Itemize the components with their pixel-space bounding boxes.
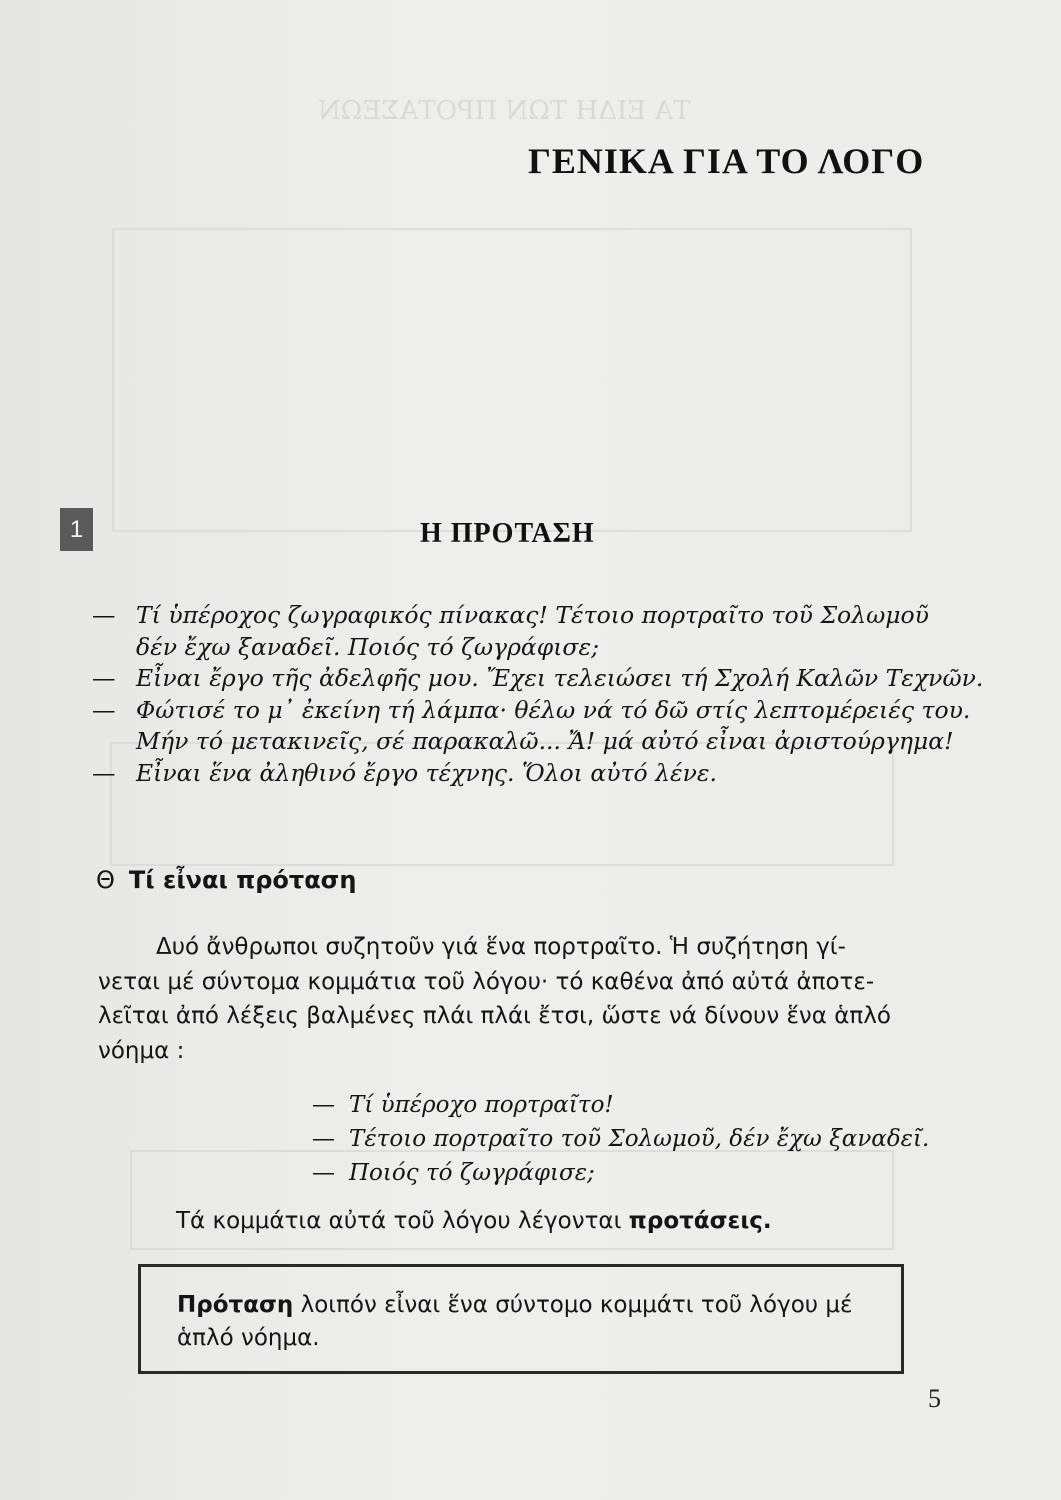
paragraph-line: νεται μέ σύντομα κομμάτια τοῦ λόγου· τό καθένα ἀπό αὐτά ἀποτε- [98, 968, 875, 995]
dialogue-line: — Φώτισέ το μ᾽ ἐκείνη τή λάμπα· θέλω νά τό δῶ στίς λεπτομέρειές του. [92, 695, 971, 724]
dialogue-line: — Τί ὑπέροχος ζωγραφικός πίνακας! Τέτοιο πορτραῖτο τοῦ Σολωμοῦ [92, 601, 929, 629]
summary-sentence: Τά κομμάτια αὐτά τοῦ λόγου λέγονται προτάσεις. [176, 1208, 772, 1234]
paragraph-line: Δυό ἄνθρωποι συζητοῦν γιά ἕνα πορτραῖτο. Ἡ συζήτηση γί- [156, 934, 846, 960]
definition-box: Πρόταση λοιπόν εἶναι ἕνα σύντομο κομμάτι τοῦ λόγου μέ ἁπλό νόημα. [138, 1264, 904, 1374]
theta-symbol-icon: Θ [96, 866, 115, 894]
section-number-badge: 1 [60, 508, 93, 551]
chapter-title: ΓΕΝΙΚΑ ΓΙΑ ΤΟ ΛΟΓΟ [528, 141, 925, 181]
dialogue-line: — Εἶναι ἔργο τῆς ἀδελφῆς μου. Ἔχει τελειώσει τή Σχολή Καλῶν Τεχνῶν. [92, 664, 984, 692]
dialogue-line: Μήν τό μετακινεῖς, σέ παρακαλῶ... Ἄ! μά αὐτό εἶναι ἀριστούργημα! [136, 727, 954, 755]
bleed-through-box [112, 228, 912, 532]
dialogue-line: δέν ἔχω ξαναδεῖ. Ποιός τό ζωγράφισε; [136, 632, 600, 661]
section-title: Η ΠΡΟΤΑΣΗ [420, 518, 595, 549]
body-paragraph [98, 930, 946, 1068]
paragraph-line: λεῖται ἀπό λέξεις βαλμένες πλάι πλάι ἔτσι, ὥστε νά δίνουν ἕνα ἁπλό [98, 1003, 891, 1029]
paragraph-line: νόημα : [98, 1037, 185, 1064]
dialogue-block [92, 600, 984, 789]
dialogue-line: — Εἶναι ἕνα ἀληθινό ἔργο τέχνης. Ὅλοι αὐτό λένε. [92, 758, 717, 787]
example-line: — Τέτοιο πορτραῖτο τοῦ Σολωμοῦ, δέν ἔχω ξαναδεῖ. [312, 1126, 930, 1152]
summary-keyword: προτάσεις. [628, 1208, 772, 1234]
bleed-through-text: ΤΑ ΕΙΔΗ ΤΩΝ ΠΡΟΤΑΣΕΩΝ [318, 96, 691, 126]
subheading [96, 866, 356, 894]
example-line: — Ποιός τό ζωγράφισε; [312, 1160, 595, 1186]
definition-term: Πρόταση [177, 1292, 294, 1318]
page-number: 5 [928, 1384, 941, 1413]
example-sentences [312, 1088, 929, 1190]
subheading-text: Τί εἶναι πρόταση [128, 866, 357, 894]
example-line: — Τί ὑπέροχο πορτραῖτο! [312, 1092, 614, 1118]
